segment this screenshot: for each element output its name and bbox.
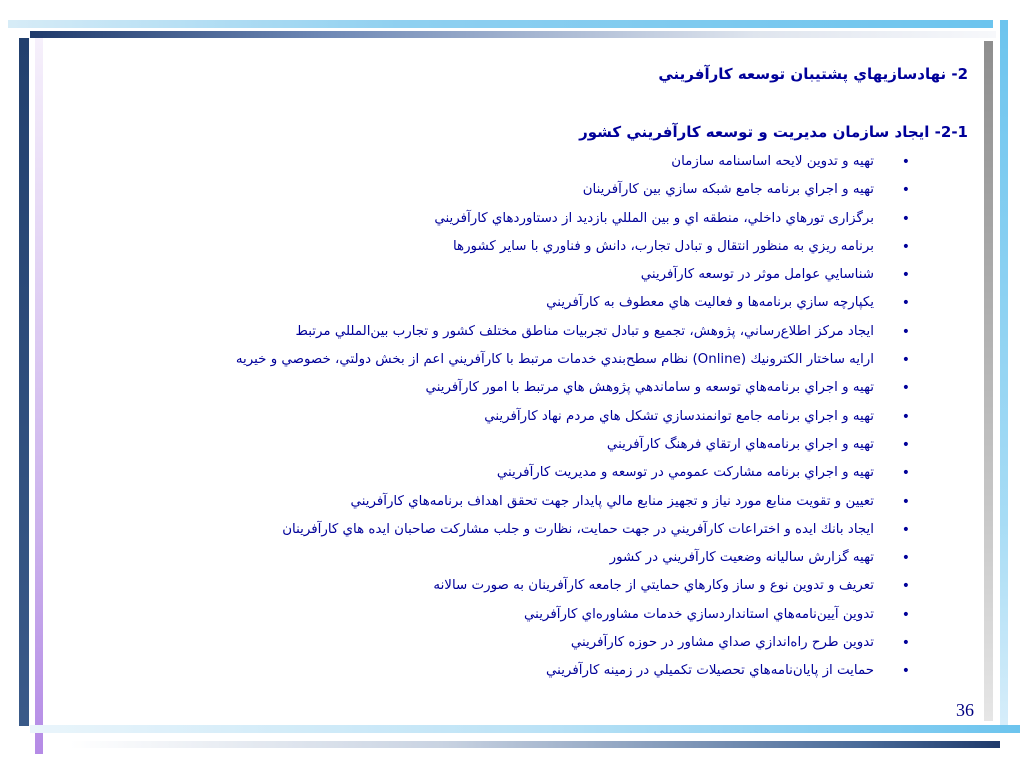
bullet-list (60, 148, 968, 686)
bullet-marker: • (901, 154, 910, 170)
right-decorative-bar-blue (1000, 20, 1008, 733)
bullet-text: تهيه و اجراي برنامه جامع توانمندسازي تشكل هاي مردم نهاد كارآفريني (484, 408, 874, 424)
bullet-item (60, 289, 968, 317)
bullet-text: تدوين طرح راه‌اندازي صداي مشاور در حوزه كارآفريني (570, 635, 874, 651)
bullet-text: تهيه گزارش ساليانه وضعيت كارآفريني در كشور (609, 550, 874, 566)
bullet-marker: • (901, 323, 910, 340)
bullet-text: تهيه و اجراي برنامه مشاركت عمومي در توسعه و مديريت كارآفريني (496, 465, 874, 481)
bullet-item (60, 374, 968, 402)
slide-title: 2- نهادسازيهاي پشتيبان توسعه كارآفريني (658, 65, 968, 83)
bullet-marker: • (901, 267, 910, 284)
right-decorative-bar-gray (984, 41, 993, 721)
bullet-text: تهيه و اجراي برنامه‌هاي توسعه و ساماندهي پژوهش هاي مرتبط با امور كارآفريني (425, 380, 874, 396)
bullet-marker: • (901, 606, 910, 623)
bullet-item (60, 346, 968, 374)
bullet-item (60, 601, 968, 629)
bullet-item (60, 176, 968, 204)
bullet-text: ارايه ساختار الكترونيك (Online) نظام سطح‌بندي خدمات مرتبط با كارآفريني اعم از بخش دولتي، خصوصي و خيريه (235, 352, 874, 368)
bullet-item (60, 148, 968, 176)
left-decorative-bar-lilac (35, 38, 43, 754)
bullet-marker: • (901, 550, 910, 567)
bullet-text: تهيه و اجراي برنامه جامع شبكه سازي بين كارآفرينان (582, 182, 874, 198)
bullet-marker: • (901, 408, 910, 425)
bullet-marker: • (901, 465, 910, 482)
bullet-item (60, 233, 968, 261)
bullet-marker: • (901, 436, 910, 453)
bullet-item (60, 318, 968, 346)
bullet-text: ايجاد مركز اطلاع‌رساني، پژوهش، تجميع و تبادل تجربيات مناطق مختلف كشور و تجارب بين‌المللي مرتبط (295, 323, 874, 339)
bullet-text: تعيين و تقويت منابع مورد نياز و تجهيز منابع مالي پايدار جهت تحقق اهداف برنامه‌هاي كارآفريني (350, 493, 874, 509)
bullet-marker: • (901, 295, 910, 312)
bullet-item (60, 459, 968, 487)
bullet-marker: • (901, 578, 910, 595)
bullet-marker: • (901, 380, 910, 397)
left-decorative-bar-blue (19, 38, 29, 726)
bullet-text: تدوين آيين‌نامه‌هاي استانداردسازي خدمات مشاوره‌اي كارآفريني (524, 606, 874, 622)
bullet-item (60, 516, 968, 544)
bullet-item (60, 629, 968, 657)
bullet-marker: • (901, 182, 910, 199)
bullet-marker: • (901, 635, 910, 652)
section-heading: 2-1- ايجاد سازمان مديريت و توسعه كارآفريني كشور (579, 123, 968, 141)
bullet-text: تهيه و اجراي برنامه‌هاي ارتقاي فرهنگ كارآفريني (606, 436, 874, 452)
bullet-text: تعريف و تدوين نوع و ساز وكارهاي حمايتي از جامعه كارآفرينان به صورت سالانه (433, 578, 874, 594)
bullet-text: حمايت از پايان‌نامه‌هاي تحصيلات تكميلي در زمينه كارآفريني (546, 663, 874, 679)
bullet-marker: • (901, 352, 910, 369)
bullet-text: تهيه و تدوين لايحه اساسنامه سازمان (671, 154, 874, 169)
top-decorative-bar-light (8, 20, 993, 28)
bullet-marker: • (901, 521, 910, 538)
bullet-text: برنامه ريزي به منظور انتقال و تبادل تجارب، دانش و فناوري با ساير كشورها (452, 238, 874, 254)
bullet-text: برگزاری تورهاي داخلي، منطقه اي و بين المللي بازديد از دستاوردهاي كارآفريني (434, 210, 874, 226)
bullet-marker: • (901, 238, 910, 255)
bullet-marker: • (901, 663, 910, 680)
bullet-item (60, 431, 968, 459)
page-number: 36 (956, 700, 974, 720)
bullet-marker: • (901, 493, 910, 510)
bullet-item (60, 261, 968, 289)
bullet-text: شناسايي عوامل موثر در توسعه كارآفريني (640, 267, 874, 283)
slide-content (60, 60, 968, 686)
bullet-text: ايجاد بانك ايده و اختراعات كارآفريني در جهت حمايت، نظارت و جلب مشاركت صاحبان ايده هاي كارآفرينان (282, 521, 874, 537)
bullet-text: يكپارچه سازي برنامه‌ها و فعاليت هاي معطوف به كارآفريني (546, 295, 874, 311)
bullet-item (60, 544, 968, 572)
bullet-marker: • (901, 210, 910, 227)
bullet-item (60, 403, 968, 431)
bottom-decorative-bar-light (30, 725, 1020, 733)
top-decorative-bar-dark (30, 31, 996, 38)
bottom-decorative-bar-dark (70, 741, 1000, 748)
bullet-item (60, 657, 968, 685)
bullet-item (60, 572, 968, 600)
bullet-item (60, 488, 968, 516)
bullet-item (60, 205, 968, 233)
